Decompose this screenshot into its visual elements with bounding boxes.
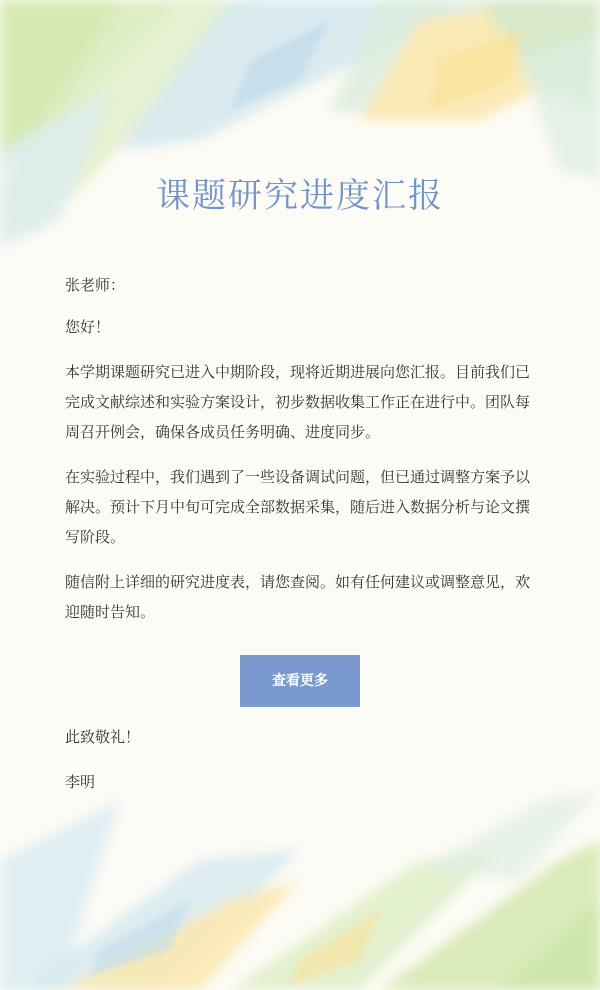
body-paragraph-2: 在实验过程中，我们遇到了一些设备调试问题，但已通过调整方案予以解决。预计下月中旬可完成全部数据采集，随后进入数据分析与论文撰写阶段。 xyxy=(65,468,531,546)
body-paragraph-3: 随信附上详细的研究进度表，请您查阅。如有任何建议或调整意见，欢迎随时告知。 xyxy=(65,573,531,621)
letter-title: 课题研究进度汇报 xyxy=(156,176,444,216)
salutation: 张老师： xyxy=(65,276,126,294)
body-paragraph-1: 本学期课题研究已进入中期阶段，现将近期进展向您汇报。目前我们已完成文献综述和实验方案设计，初步数据收集工作正在进行中。团队每周召开例会，确保各成员任务明确、进度同步。 xyxy=(65,363,531,441)
view-more-button[interactable]: 查看更多 xyxy=(240,655,360,707)
greeting-line: 您好！ xyxy=(65,318,111,336)
signature: 李明 xyxy=(65,773,96,791)
closing-line: 此致敬礼！ xyxy=(65,728,141,746)
